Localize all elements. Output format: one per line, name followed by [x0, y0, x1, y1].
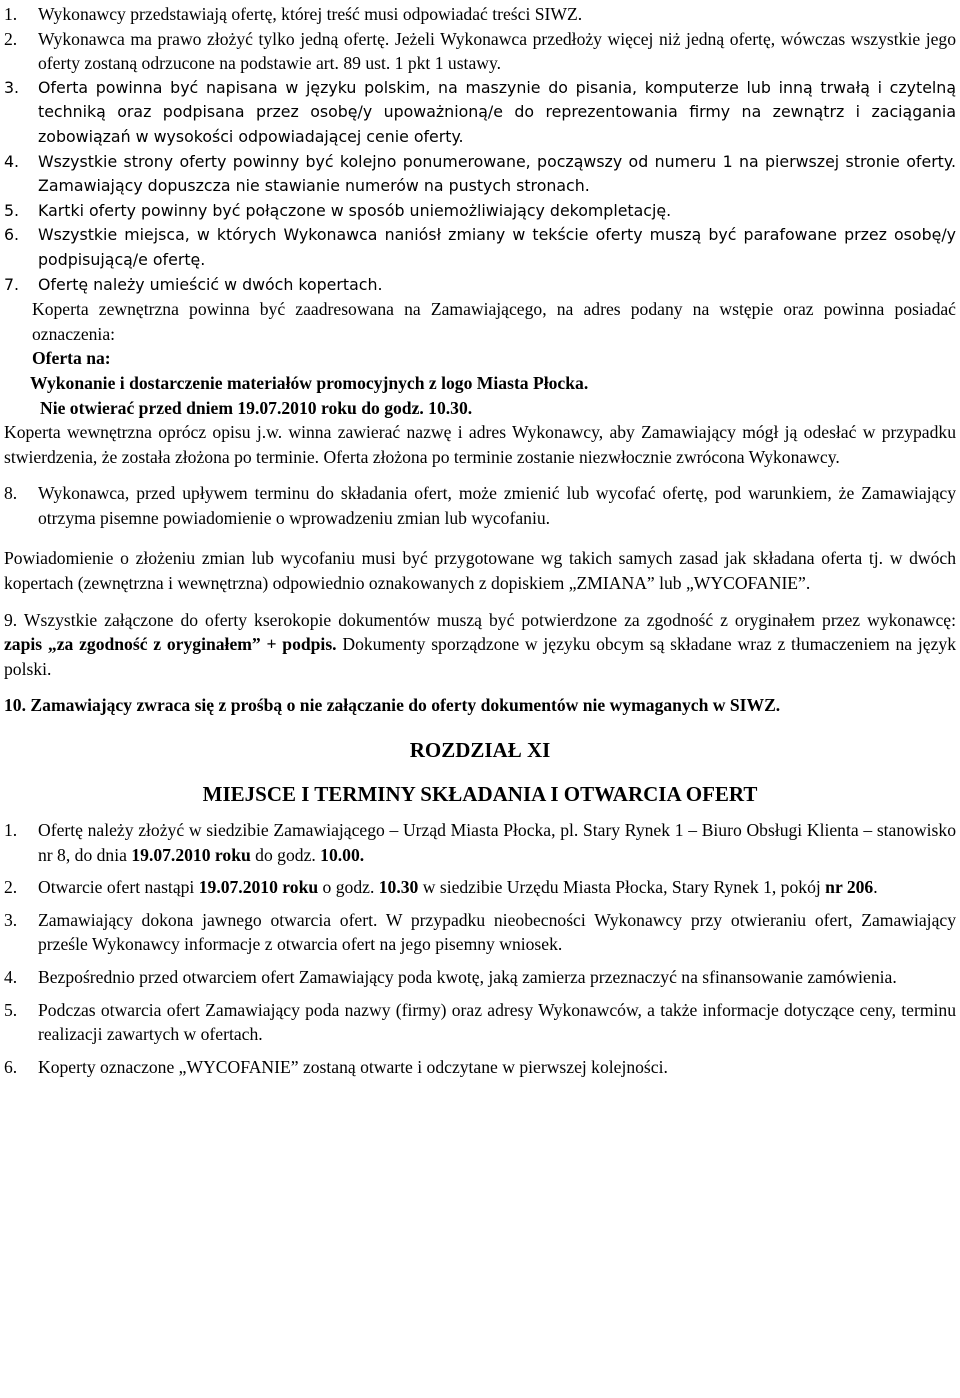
- item-text: .: [873, 877, 878, 898]
- item-text: do godz.: [250, 844, 321, 865]
- item-text: Ofertę należy złożyć w siedzibie Zamawiającego – Urząd Miasta Płocka, pl. Stary Rynek 1 – Biuro Obsługi Klienta – stanowisko nr 8, do dnia: [38, 820, 956, 865]
- item-text: Wykonawca ma prawo złożyć tylko jedną ofertę. Jeżeli Wykonawca przedłoży więcej niż jedną ofertę, wówczas wszystkie jego oferty zostaną odrzucone na podstawie art. 89 ust. 1 pkt 1 ustawy.: [38, 28, 956, 74]
- list-item: [4, 199, 956, 224]
- item-number: 6.: [4, 225, 20, 245]
- item-text: Zamawiający dokona jawnego otwarcia ofert. W przypadku nieobecności Wykonawcy przy otwieraniu ofert, Zamawiający prześle Wykonawcy informacje z otwarcia ofert na jego pisemny wniosek.: [38, 909, 956, 955]
- list-item: [4, 608, 956, 682]
- list-item: [4, 481, 956, 530]
- list-item: [4, 27, 956, 76]
- item-text-wrapper: [38, 818, 956, 867]
- item-number: 6.: [4, 1056, 18, 1077]
- list-item: [4, 908, 956, 957]
- list-item: [4, 2, 956, 27]
- item-text: Podczas otwarcia ofert Zamawiający poda nazwy (firmy) oraz adresy Wykonawców, a także informacje dotyczące ceny, terminu realizacji zawartych w ofertach.: [38, 999, 956, 1045]
- notice-paragraph: Powiadomienie o złożeniu zmian lub wycofaniu musi być przygotowane wg takich samych zasad jak składana oferta tj. w dwóch kopertach (zewnętrzna i wewnętrzna) odpowiednio oznakowanych z dopiskiem „ZMIANA” lub „WYCOFANIE”.: [4, 548, 956, 594]
- item-text: Kartki oferty powinny być połączone w sposób uniemożliwiający dekompletację.: [38, 200, 672, 220]
- item-text: Dokumenty sporządzone w języku obcym są składane wraz z tłumaczeniem na język polski.: [4, 634, 956, 679]
- item-number: 4.: [4, 967, 18, 987]
- item-time: 10.30: [378, 877, 419, 898]
- item-text: Koperty oznaczone „WYCOFANIE” zostaną otwarte i odczytane w pierwszej kolejności.: [38, 1056, 668, 1077]
- item-number: 3.: [4, 77, 20, 97]
- item-text: Bezpośrednio przed otwarciem ofert Zamawiający poda kwotę, jaką zamierza przeznaczyć na sfinansowanie zamówienia.: [38, 967, 897, 987]
- list-item: [4, 1055, 956, 1080]
- item-number: 3.: [4, 909, 18, 930]
- outer-envelope-text: Koperta zewnętrzna powinna być zaadresowana na Zamawiającego, na adres podany na wstępie oraz powinna posiadać oznaczenia:: [32, 299, 956, 344]
- item-text: Wszystkie załączone do oferty kserokopie dokumentów muszą być potwierdzone za zgodność z oryginałem przez wykonawcę:: [23, 609, 956, 630]
- item-number: 8.: [4, 483, 18, 504]
- item-text: Wykonawca, przed upływem terminu do składania ofert, może zmienić lub wycofać ofertę, pod warunkiem, że Zamawiający otrzyma pisemne powiadomienie o wprowadzeniu zmian lub wycofaniu.: [38, 483, 956, 528]
- item-text: Ofertę należy umieścić w dwóch kopertach.: [38, 274, 383, 294]
- chapter-title: ROZDZIAŁ XI: [409, 738, 551, 763]
- item-date: 19.07.2010 roku: [131, 844, 251, 865]
- item-number: 1.: [4, 4, 18, 24]
- offer-title: Wykonanie i dostarczenie materiałów promocyjnych z logo Miasta Płocka.: [30, 372, 589, 393]
- item-number: 1.: [4, 820, 18, 841]
- item-number: 5.: [4, 999, 18, 1020]
- list-item: [4, 76, 956, 150]
- item-text: o godz.: [318, 877, 379, 898]
- list-item: [4, 965, 956, 990]
- item-text: Zamawiający zwraca się z prośbą o nie załączanie do oferty dokumentów nie wymaganych w SIWZ.: [30, 695, 781, 716]
- chapter-subtitle: MIEJSCE I TERMINY SKŁADANIA I OTWARCIA OFERT: [202, 782, 758, 807]
- inner-envelope-text: Koperta wewnętrzna oprócz opisu j.w. winna zawierać nazwę i adres Wykonawcy, aby Zamawiający mógł ją odesłać w przypadku stwierdzenia, że została złożona po terminie. Oferta złożona po terminie zostanie niezwłocznie zwrócona Wykonawcy.: [4, 422, 956, 467]
- item-date: 19.07.2010 roku: [198, 877, 319, 898]
- item-text: Wszystkie miejsca, w których Wykonawca naniósł zmiany w tekście oferty muszą być parafowane przez osobę/y podpisującą/e ofertę.: [38, 225, 956, 269]
- item-number: 2.: [4, 877, 18, 898]
- item-room: nr 206: [825, 877, 874, 898]
- item-text: Wykonawcy przedstawiają ofertę, której treść musi odpowiadać treści SIWZ.: [38, 4, 583, 24]
- item-text-bold: zapis „za zgodność z oryginałem” + podpis.: [4, 634, 337, 655]
- offer-for-label: Oferta na:: [32, 348, 111, 369]
- list-item: [4, 875, 956, 900]
- item-time: 10.00.: [320, 844, 365, 865]
- item-number: 2.: [4, 28, 18, 49]
- list-item: [4, 150, 956, 199]
- list-item: [4, 273, 956, 298]
- item-number: 7.: [4, 274, 20, 294]
- item-text-wrapper: [38, 875, 956, 900]
- item-text: Oferta powinna być napisana w języku polskim, na maszynie do pisania, komputerze lub inną trwałą i czytelną techniką oraz podpisana przez osobę/y upoważnioną/e do reprezentowania firmy na zewnątrz i zaciągania zobowiązań w wysokości odpowiadającej cenie oferty.: [38, 77, 956, 146]
- list-item: [4, 818, 956, 867]
- item-number: 9.: [4, 609, 18, 630]
- list-item: [4, 223, 956, 272]
- item-text: Otwarcie ofert nastąpi: [38, 877, 199, 898]
- do-not-open-notice: Nie otwierać przed dniem 19.07.2010 roku do godz. 10.30.: [40, 397, 473, 418]
- item-number: 10.: [4, 695, 26, 716]
- item-number: 5.: [4, 200, 20, 220]
- item-number: 4.: [4, 151, 20, 171]
- item-text: Wszystkie strony oferty powinny być kolejno ponumerowane, począwszy od numeru 1 na pierwszej stronie oferty. Zamawiający dopuszcza nie stawianie numerów na pustych stronach.: [38, 151, 956, 196]
- list-item: [4, 693, 956, 718]
- item-text: w siedzibie Urzędu Miasta Płocka, Stary Rynek 1, pokój: [418, 877, 826, 898]
- list-item: [4, 998, 956, 1047]
